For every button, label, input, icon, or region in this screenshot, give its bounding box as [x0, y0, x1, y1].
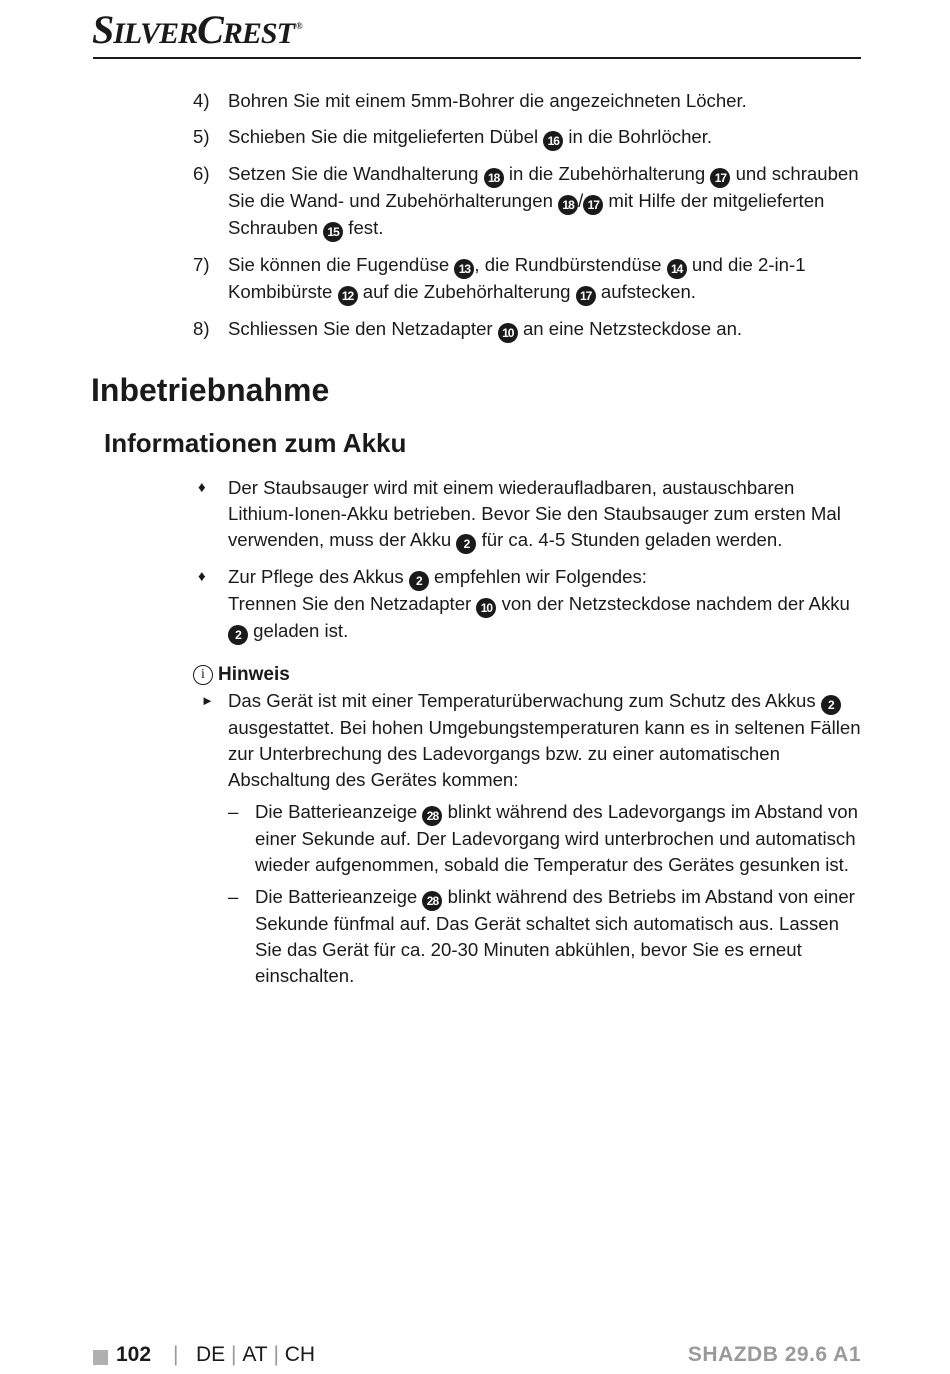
part-number-badge: 17	[576, 286, 596, 306]
language-codes: | DE | AT | CH	[173, 1343, 316, 1366]
hint-box	[193, 662, 863, 995]
subsection-title: Informationen zum Akku	[104, 428, 407, 458]
diamond-bullet-icon: ♦	[198, 479, 206, 496]
part-number-badge: 16	[543, 131, 563, 151]
part-number-badge: 15	[323, 222, 343, 242]
installation-steps	[193, 88, 863, 353]
step-item: 4) Bohren Sie mit einem 5mm-Bohrer die angezeichneten Löcher.	[193, 90, 747, 111]
part-number-badge: 2	[409, 571, 429, 591]
list-item: – Die Batterieanzeige 28 blinkt während des Ladevorgangs im Abstand von einer Sekunde auf. Der Ladevorgang wird unterbrochen und automatisch wieder aufgenommen, sobald die Temperatur des Gerätes gesunken ist.	[228, 801, 858, 875]
header-rule	[93, 57, 861, 59]
step-item: 5) Schieben Sie die mitgelieferten Dübel 16 in die Bohrlöcher.	[193, 124, 863, 151]
arrow-right-icon: ►	[201, 693, 214, 708]
section-title: Inbetriebnahme	[91, 372, 330, 408]
part-number-badge: 12	[338, 286, 358, 306]
page-footer	[93, 1343, 861, 1373]
part-number-badge: 10	[476, 598, 496, 618]
brand-logo: SILVERCREST ®	[92, 7, 302, 52]
page-number: 102	[116, 1343, 152, 1366]
part-number-badge: 2	[821, 695, 841, 715]
hint-sublist	[228, 799, 863, 989]
hint-heading: i Hinweis	[193, 662, 863, 688]
part-number-badge: 17	[710, 168, 730, 188]
part-number-badge: 28	[422, 806, 442, 826]
step-item: 6) Setzen Sie die Wandhalterung 18 in die Zubehörhalterung 17 und schrauben Sie die Wand- und Zubehörhalterungen 18 / 17 mit Hilfe der mitgelieferten Schrauben 15 fest.	[193, 161, 863, 242]
list-item: ♦ Zur Pflege des Akkus 2 empfehlen wir Folgendes: Trennen Sie den Netzadapter 10 von der Netzsteckdose nachdem der Akku 2 geladen ist.	[198, 564, 863, 645]
step-item: 8) Schliessen Sie den Netzadapter 10 an eine Netzsteckdose an.	[193, 316, 863, 343]
step-item: 7) Sie können die Fugendüse 13 , die Rundbürstendüse 14 und die 2-in-1 Kombibürste 12 auf die Zubehörhalterung 17 aufstecken.	[193, 252, 863, 306]
model-number: SHAZDB 29.6 A1	[687, 1343, 861, 1366]
part-number-badge: 13	[454, 259, 474, 279]
part-number-badge: 17	[583, 195, 603, 215]
part-number-badge: 18	[484, 168, 504, 188]
diamond-bullet-icon: ♦	[198, 568, 206, 585]
battery-info-list	[198, 475, 863, 655]
info-icon: i	[193, 665, 213, 685]
list-item: – Die Batterieanzeige 28 blinkt während des Betriebs im Abstand von einer Sekunde fünfmal auf. Das Gerät schaltet sich automatisch aus. Lassen Sie das Gerät für ca. 20-30 Minuten abkühlen, bevor Sie es erneut einschalten.	[228, 886, 855, 986]
part-number-badge: 2	[228, 625, 248, 645]
part-number-badge: 14	[667, 259, 687, 279]
square-marker-icon	[93, 1350, 108, 1365]
part-number-badge: 18	[558, 195, 578, 215]
part-number-badge: 2	[456, 534, 476, 554]
part-number-badge: 10	[498, 323, 518, 343]
list-item: ♦ Der Staubsauger wird mit einem wiederaufladbaren, austauschbaren Lithium-Ionen-Akku betrieben. Bevor Sie den Staubsauger zum ersten Mal verwenden, muss der Akku 2 für ca. 4-5 Stunden geladen werden.	[198, 475, 863, 554]
hint-item: ► Das Gerät ist mit einer Temperaturüberwachung zum Schutz des Akkus 2 ausgestattet. Bei hohen Umgebungstemperaturen kann es in seltenen Fällen zur Unterbrechung des Ladevorgangs bzw. zu einer automatischen Abschaltung des Gerätes kommen:	[193, 688, 863, 793]
part-number-badge: 28	[422, 891, 442, 911]
